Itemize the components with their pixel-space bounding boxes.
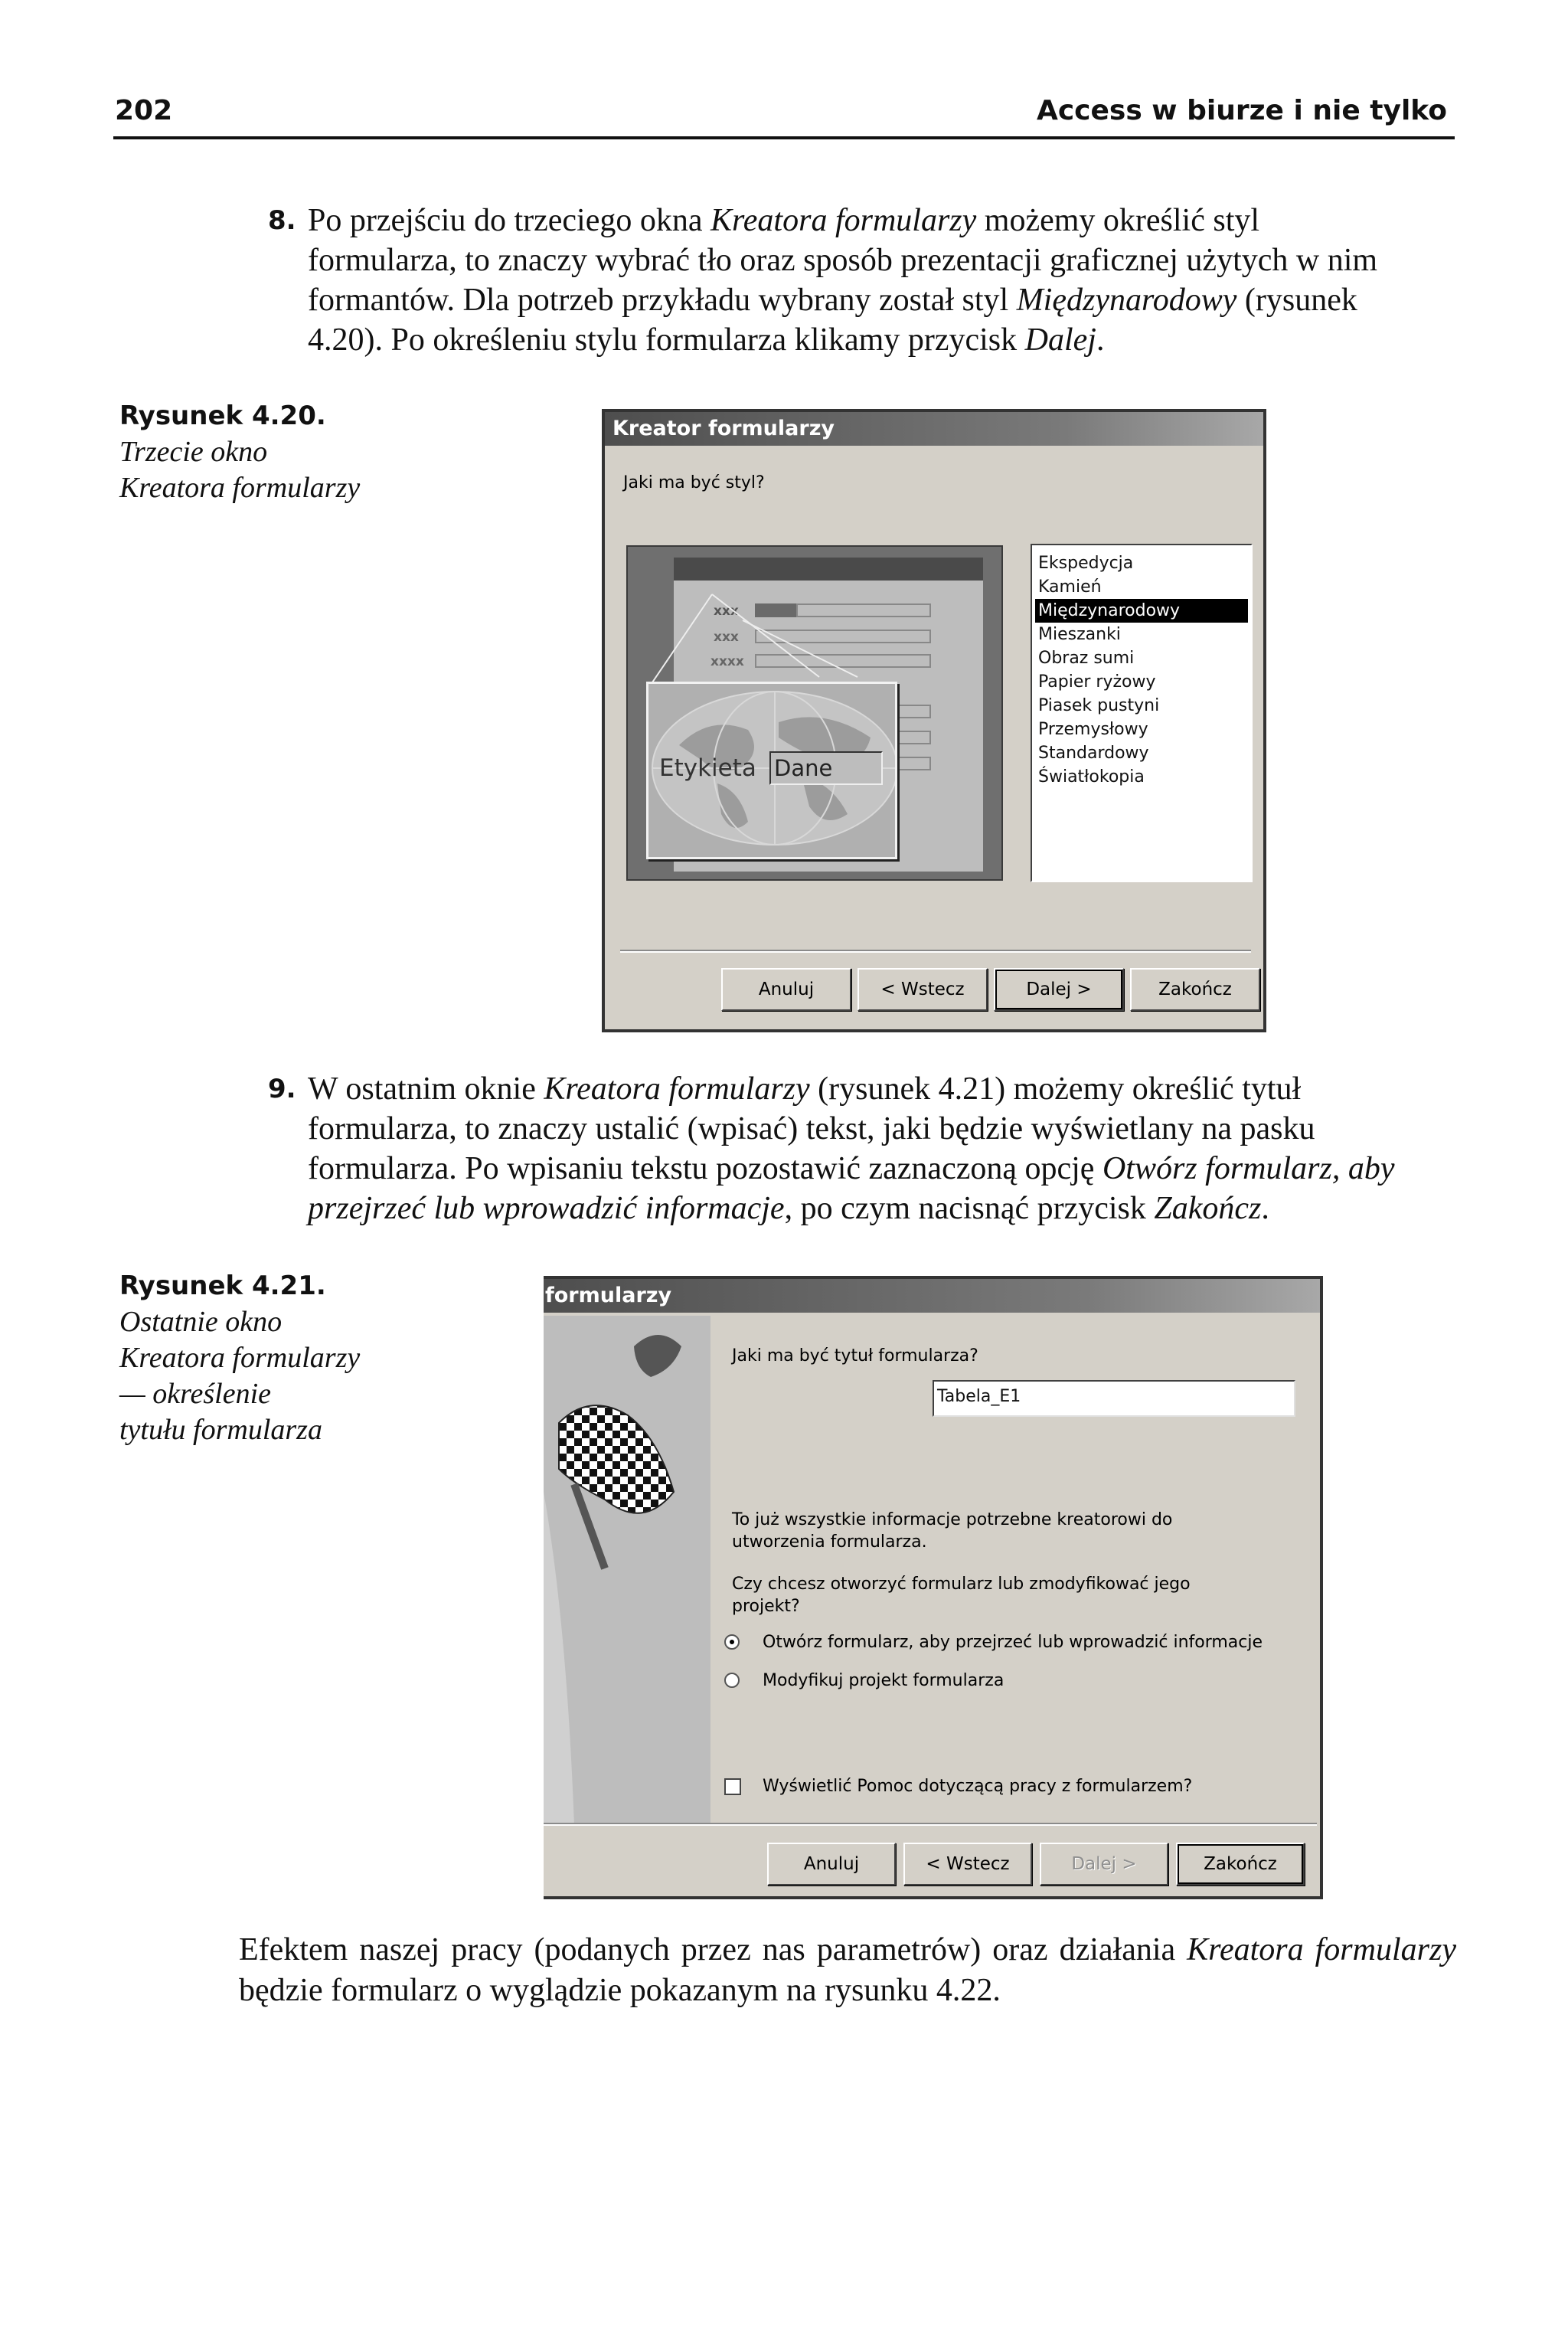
running-header-title: Access w biurze i nie tylko — [1036, 95, 1447, 126]
style-option[interactable]: Standardowy — [1038, 744, 1149, 763]
style-option[interactable]: Ekspedycja — [1038, 554, 1134, 573]
title-prompt: Jaki ma być tytuł formularza? — [732, 1346, 978, 1366]
cancel-button[interactable]: Anuluj — [767, 1843, 896, 1886]
style-option[interactable]: Przemysłowy — [1038, 720, 1148, 739]
finish-button[interactable]: Zakończ — [1130, 968, 1260, 1011]
step-8-number: 8. — [268, 205, 296, 236]
preview-data-field: Dane — [769, 751, 883, 785]
back-button[interactable]: < Wstecz — [903, 1843, 1032, 1886]
style-prompt: Jaki ma być styl? — [623, 473, 765, 492]
figure-4-20-caption-text: Trzecie okno Kreatora formularzy — [119, 436, 361, 504]
modify-design-option-label[interactable]: Modyfikuj projekt formularza — [763, 1671, 1004, 1690]
open-form-option-label[interactable]: Otwórz formularz, aby przejrzeć lub wprowadzić informacje — [763, 1633, 1263, 1652]
style-preview-panel — [626, 545, 1003, 881]
preview-label-text: Etykieta — [659, 754, 756, 782]
preview-xxx-1: xxx — [714, 603, 739, 619]
final-wizard-window — [544, 1276, 1323, 1899]
style-option-selected[interactable]: Międzynarodowy — [1035, 599, 1248, 623]
window-titlebar: Kreator formularzy — [605, 412, 1263, 446]
style-wizard-window — [602, 409, 1266, 1032]
figure-4-20-caption — [119, 398, 360, 506]
step-9 — [268, 1069, 1410, 1228]
button-separator — [544, 1823, 1317, 1826]
preview-xxx-2: xxx — [714, 630, 739, 645]
preview-zoom-card — [646, 682, 897, 859]
button-separator — [620, 950, 1251, 953]
preview-xxx-3: xxxx — [710, 654, 744, 669]
back-button[interactable]: < Wstecz — [858, 968, 988, 1011]
figure-4-21-label: Rysunek 4.21. — [119, 1271, 326, 1301]
question-text: Czy chcesz otworzyć formularz lub zmodyfikować jego projekt? — [732, 1575, 1191, 1616]
figure-4-21-caption-text: Ostatnie okno Kreatora formularzy — określenie tytułu formularza — [119, 1306, 361, 1446]
step-9-number: 9. — [268, 1074, 296, 1104]
next-button[interactable]: Dalej > — [994, 968, 1124, 1011]
show-help-label[interactable]: Wyświetlić Pomoc dotyczącą pracy z formularzem? — [763, 1777, 1193, 1796]
style-option[interactable]: Piasek pustyni — [1038, 696, 1160, 715]
wizard-image-panel — [544, 1316, 710, 1826]
finish-button[interactable]: Zakończ — [1176, 1843, 1305, 1886]
style-option[interactable]: Kamień — [1038, 577, 1102, 597]
step-8-text: Po przejściu do trzeciego okna Kreatora formularzy możemy określić styl formularza, to znaczy wybrać tło oraz sposób prezentacji graficznej użytych w nim formantów. Dla potrzeb przykładu wybrany został styl Międzynarodowy (rysunek 4.20). Po określeniu stylu formularza klikamy przycisk Dalej. — [308, 203, 1378, 358]
figure-4-21-caption — [119, 1268, 360, 1448]
figure-4-20-label: Rysunek 4.20. — [119, 401, 326, 431]
open-form-radio[interactable] — [724, 1634, 740, 1650]
modify-design-radio[interactable] — [724, 1673, 740, 1688]
info-text: To już wszystkie informacje potrzebne kreatorowi do utworzenia formularza. — [732, 1510, 1173, 1552]
style-option[interactable]: Mieszanki — [1038, 625, 1121, 644]
checkered-flag-icon — [544, 1316, 710, 1826]
header-rule — [113, 136, 1455, 139]
style-option[interactable]: Papier ryżowy — [1038, 672, 1156, 692]
step-8 — [268, 201, 1395, 360]
show-help-checkbox[interactable] — [724, 1778, 741, 1795]
cancel-button[interactable]: Anuluj — [721, 968, 851, 1011]
next-button-disabled[interactable]: Dalej > — [1040, 1843, 1168, 1886]
page-number: 202 — [115, 95, 173, 126]
window-titlebar: formularzy — [544, 1279, 1320, 1313]
style-option[interactable]: Światłokopia — [1038, 767, 1145, 787]
step-9-text: W ostatnim oknie Kreatora formularzy (rysunek 4.21) możemy określić tytuł formularza, to znaczy ustalić (wpisać) tekst, jaki będzie wyświetlany na pasku formularza. Po wpisaniu tekstu pozostawić zaznaczoną opcję Otwórz formularz, aby przejrzeć lub wprowadzić informacje, po czym nacisnąć przycisk Zakończ. — [308, 1071, 1395, 1226]
style-option[interactable]: Obraz sumi — [1038, 649, 1135, 668]
closing-paragraph: Efektem naszej pracy (podanych przez nas parametrów) oraz działania Kreatora formularzy będzie formularz o wyglądzie pokazanym na rysunku 4.22. — [239, 1932, 1456, 2008]
form-title-input[interactable]: Tabela_E1 — [933, 1380, 1295, 1417]
style-listbox[interactable] — [1031, 544, 1253, 882]
